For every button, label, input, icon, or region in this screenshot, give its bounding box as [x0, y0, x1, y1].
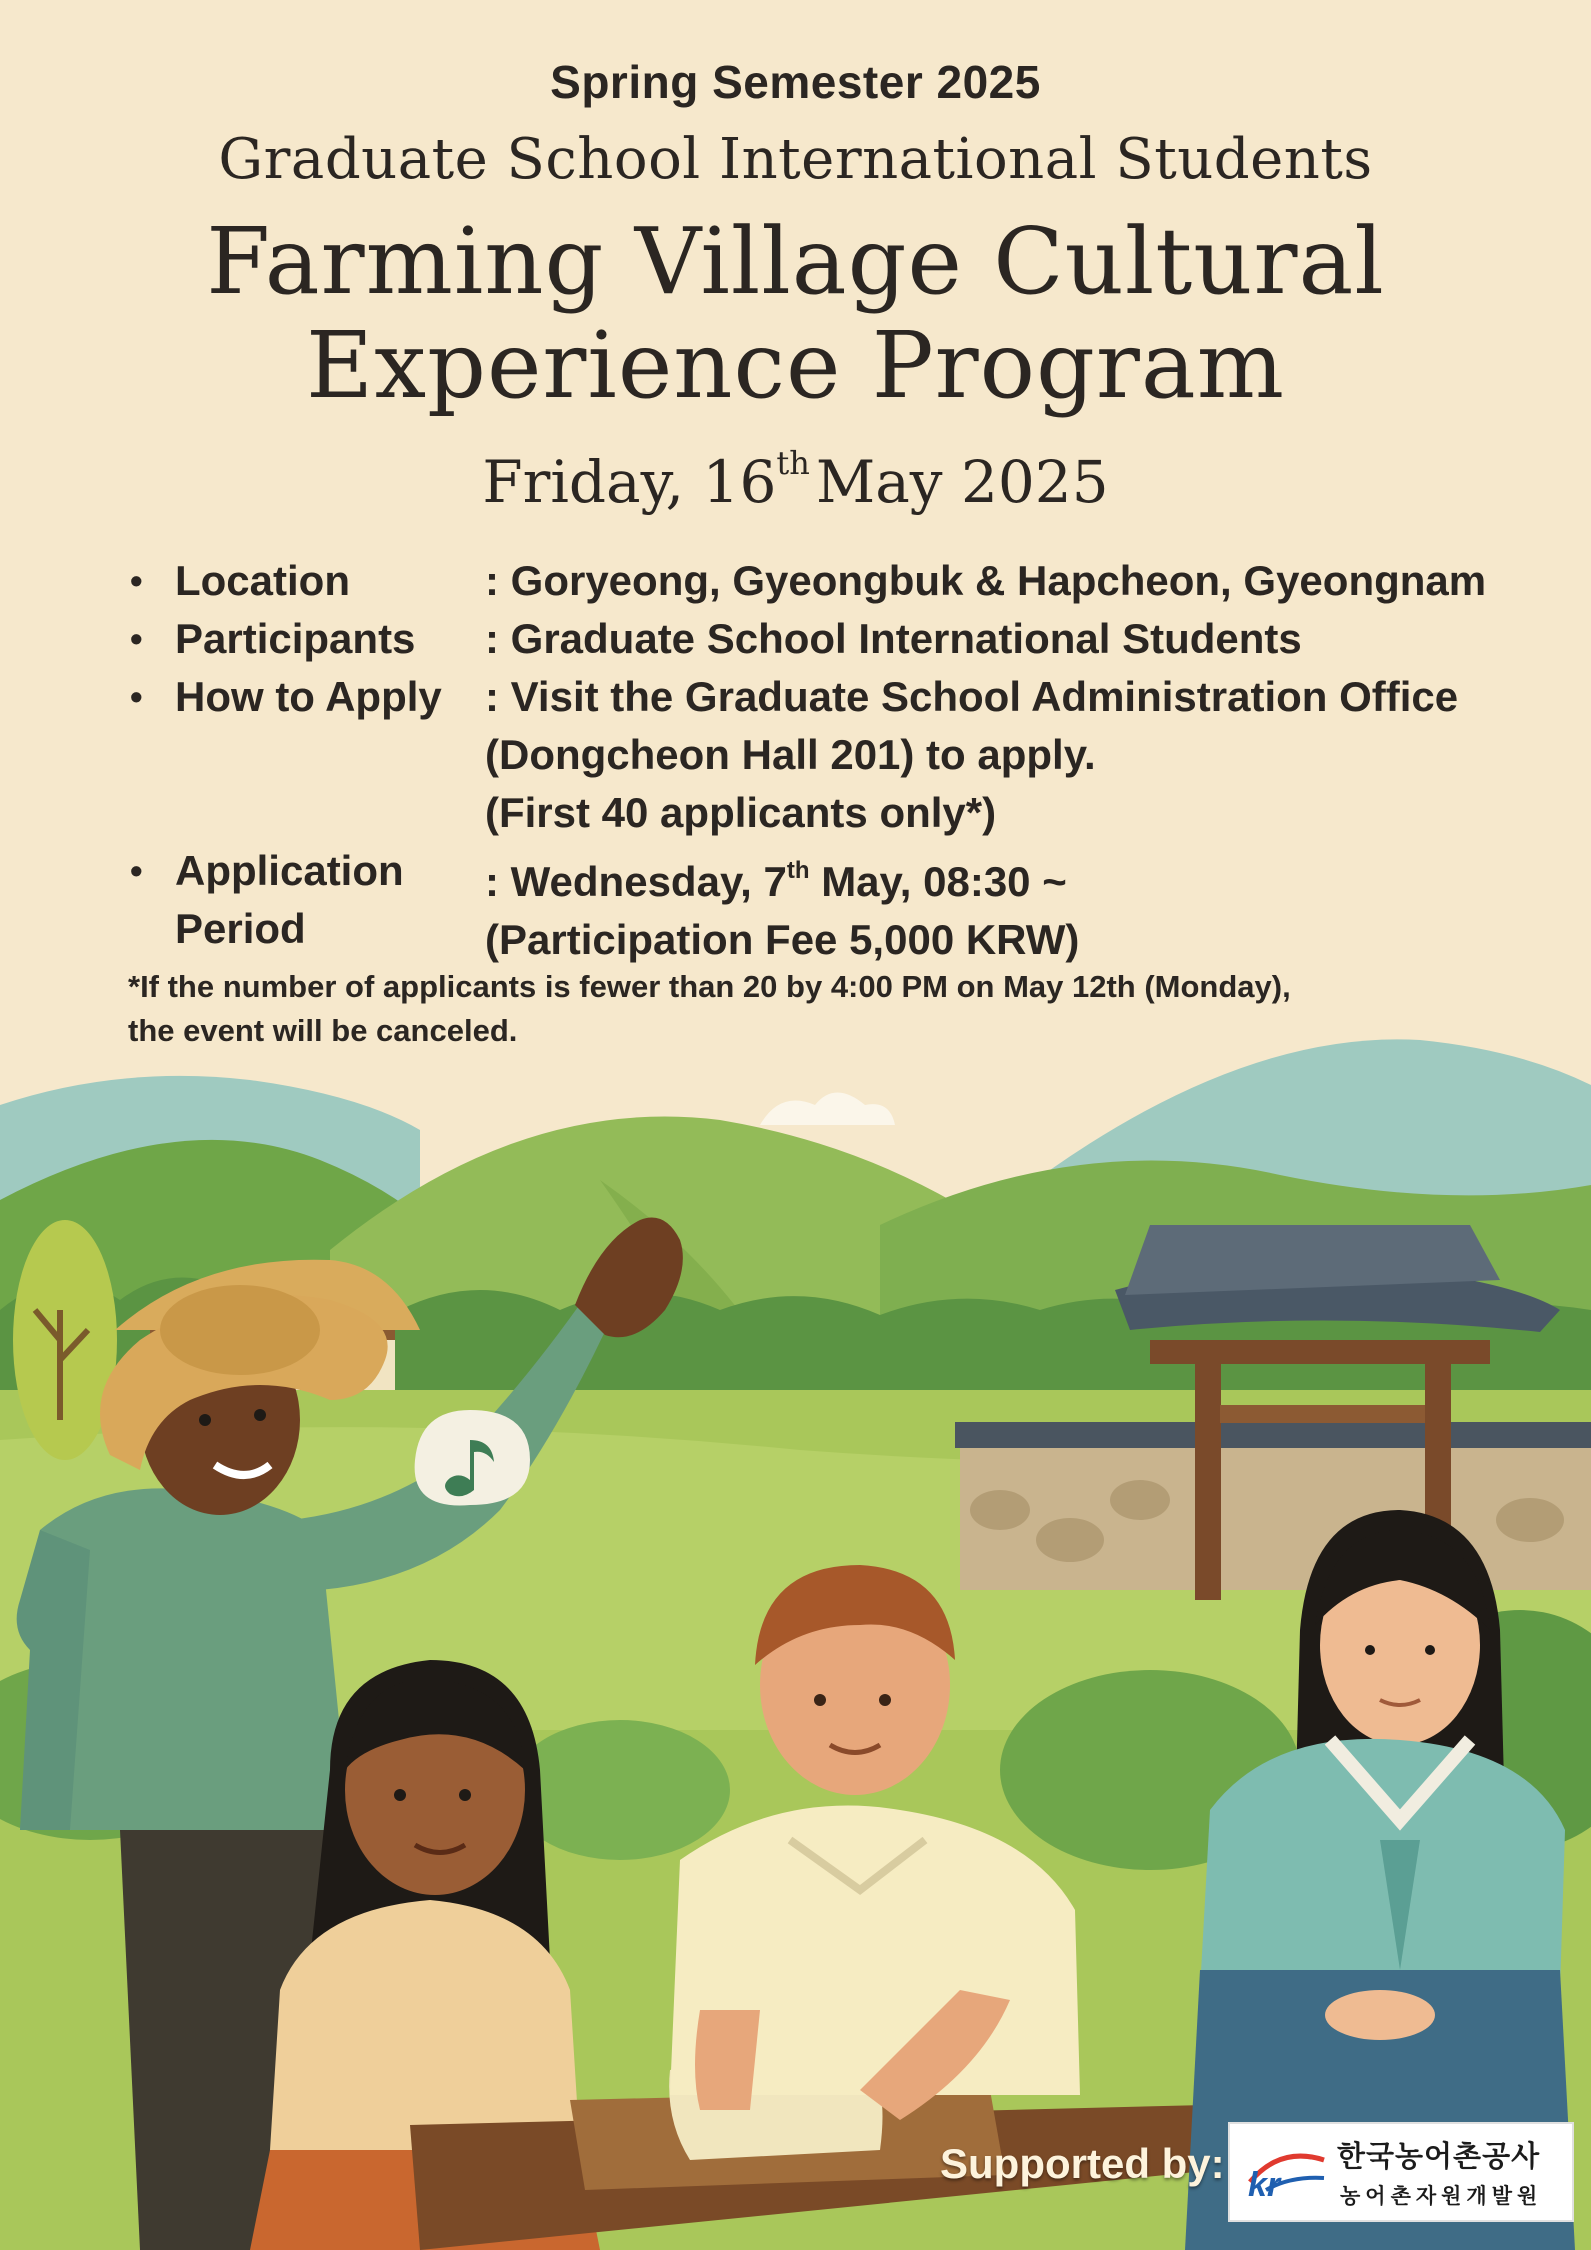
- woman-hands: [1325, 1990, 1435, 2040]
- wall-roof: [955, 1422, 1591, 1448]
- cancellation-note: *If the number of applicants is fewer than 20 by 4:00 PM on May 12th (Monday), the event will be canceled.: [128, 969, 1291, 1048]
- detail-participants-label: Participants: [175, 615, 416, 662]
- event-date-ordinal: th: [776, 444, 810, 482]
- event-date-month-year: May 2025: [815, 448, 1109, 516]
- sponsor-name: 한국농어촌공사: [1337, 2139, 1541, 2173]
- program-title-line-2: Experience Program: [306, 312, 1285, 419]
- program-title-line-1: Farming Village Cultural: [206, 208, 1385, 315]
- poster-header: [0, 55, 1591, 516]
- gate-pillar: [1195, 1345, 1221, 1600]
- detail-period-ordinal: th: [786, 857, 810, 884]
- supported-by-label: Supported by:: [940, 2140, 1225, 2187]
- detail-apply-label: How to Apply: [175, 673, 442, 720]
- detail-location-value: : Goryeong, Gyeongbuk & Hapcheon, Gyeongnam: [485, 557, 1487, 604]
- village-illustration: [0, 1010, 1591, 2250]
- bullet: •: [130, 618, 143, 659]
- sponsor-logo: [1228, 2122, 1574, 2222]
- bullet: •: [130, 560, 143, 601]
- girl-eye: [459, 1789, 471, 1801]
- man-arm: [695, 2010, 760, 2110]
- krc-logo-mark-text: kr: [1248, 2166, 1281, 2204]
- stone-wall: [960, 1430, 1591, 1590]
- detail-application-period: [130, 842, 1486, 969]
- audience-subtitle: Graduate School International Students: [218, 127, 1373, 192]
- detail-how-to-apply: [130, 668, 1486, 842]
- farmer-eye: [254, 1409, 266, 1421]
- girl-eye: [394, 1789, 406, 1801]
- bullet: •: [130, 850, 143, 891]
- detail-participants-value: : Graduate School International Students: [485, 615, 1302, 662]
- man-eye: [879, 1694, 891, 1706]
- wall-stone: [1110, 1480, 1170, 1520]
- wall-stone: [1496, 1498, 1564, 1542]
- detail-location-label: Location: [175, 557, 350, 604]
- detail-participants: [130, 610, 1486, 668]
- event-date-day: Friday, 16: [482, 448, 777, 516]
- woman-eye: [1365, 1645, 1375, 1655]
- wall-stone: [1036, 1518, 1104, 1562]
- gate-beam: [1220, 1405, 1425, 1423]
- man-eye: [814, 1694, 826, 1706]
- detail-period-date: : Wednesday, 7: [485, 858, 787, 905]
- detail-location: [130, 552, 1486, 610]
- cloud: [760, 1093, 895, 1126]
- program-title: [0, 210, 1591, 418]
- straw-hat-crown: [160, 1285, 320, 1375]
- detail-period-time-fee: May, 08:30 ~ (Participation Fee 5,000 KRW): [485, 858, 1080, 963]
- krc-logo-icon: [1240, 2138, 1328, 2206]
- hanbok-jacket: [1200, 1739, 1565, 1990]
- detail-period-label: Application Period: [175, 847, 404, 952]
- event-date: [0, 444, 1591, 516]
- detail-apply-value: : Visit the Graduate School Administration Office (Dongcheon Hall 201) to apply. (First 40 applicants only*): [485, 673, 1459, 836]
- event-details-list: [130, 552, 1486, 969]
- wall-stone: [970, 1490, 1030, 1530]
- semester-heading: Spring Semester 2025: [550, 56, 1041, 108]
- farmer-eye: [199, 1414, 211, 1426]
- detail-period-value: [485, 842, 1079, 969]
- bullet: •: [130, 676, 143, 717]
- woman-eye: [1425, 1645, 1435, 1655]
- sponsor-subname: 농어촌자원개발원: [1340, 2184, 1543, 2208]
